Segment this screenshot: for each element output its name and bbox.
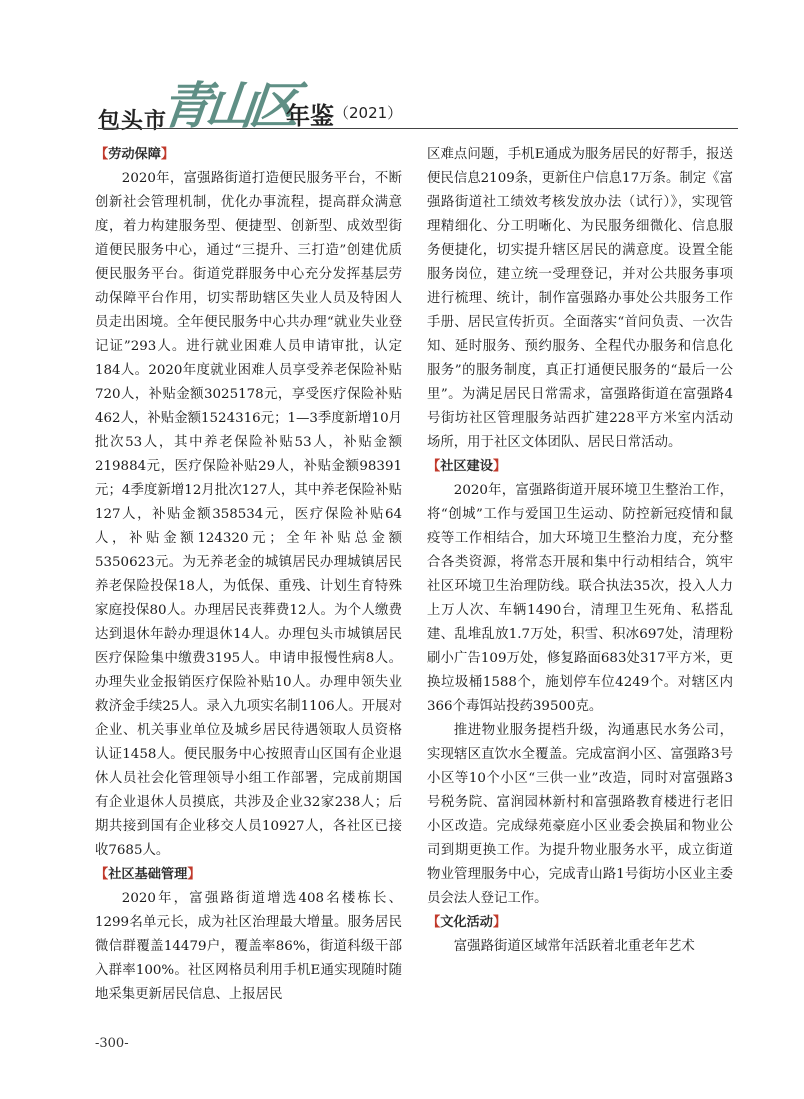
section-title-community-management: 【社区基础管理】	[95, 867, 201, 882]
continued-paragraph: 区难点问题，手机E通成为服务居民的好帮手，报送便民信息2109条，更新住户信息17万条。制定《富强路街道社工绩效考核发放办法（试行）》，实现管理精细化、分工明晰化、为民服务细微化、信息服务便捷化，切实提升辖区居民的满意度。设置全能服务岗位，建立统一受理登记，并对公共服务事项进行梳理、统计，制作富强路办事处公共服务工作手册、居民宣传折页。全面落实“首问负责、一次告知、延时服务、预约服务、全程代办服务和信息化服务”的服务制度，真正打通便民服务的“最后一公里”。为满足居民日常需求，富强路街道在富强路4号街坊社区管理服务站西扩建228平方米室内活动场所，用于社区文体团队、居民日常活动。	[427, 147, 733, 450]
community-management-paragraph: 2020年，富强路街道增选408名楼栋长、1299名单元长，成为社区治理最大增量。服务居民微信群覆盖14479户，覆盖率86%，街道科级干部入群率100%。社区网格员利用手机E通实现随时随地采集更新居民信息、上报居民	[95, 891, 402, 1002]
culture-paragraph: 富强路街道区域常年活跃着北重老年艺术	[453, 939, 695, 954]
right-column	[427, 143, 733, 959]
labor-paragraph: 2020年，富强路街道打造便民服务平台，不断创新社会管理机制，优化办事流程，提高群众满意度，着力构建服务型、便捷型、创新型、成效型街道便民服务中心，通过“三提升、三打造”创建优质便民服务平台。街道党群服务中心充分发挥基层劳动保障平台作用，切实帮助辖区失业人员及特困人员走出困境。全年便民服务中心共办理“就业失业登记证”293人。进行就业困难人员申请审批，认定184人。2020年度就业困难人员享受养老保险补贴720人，补贴金额3025178元，享受医疗保险补贴462人，补贴金额1524316元；1—3季度新增10月批次53人，其中养老保险补贴53人，补贴金额219884元，医疗保险补贴29人，补贴金额98391元；4季度新增12月批次127人，其中养老保险补贴127人，补贴金额358534元，医疗保险补贴64人，补贴金额124320元；全年补贴总金额5350623元。为无养老金的城镇居民办理城镇居民养老保险投保18人，为低保、重残、计划生育特殊家庭投保80人。办理居民丧葬费12人。为个人缴费达到退休年龄办理退休14人。办理包头市城镇居民医疗保险集中缴费3195人。申请申报慢性病8人。办理失业金报销医疗保险补贴10人。办理申领失业救济金手续25人。录入九项实名制1106人。开展对企业、机关事业单位及城乡居民待遇领取人员资格认证1458人。便民服务中心按照青山区国有企业退休人员社会化管理领导小组工作部署，完成前期国有企业退休人员摸底，共涉及企业32家238人；后期共接到国有企业移交人员10927人，各社区已接收7685人。	[95, 171, 402, 858]
section-title-labor: 【劳动保障】	[95, 147, 175, 162]
section-title-community-building: 【社区建设】	[427, 459, 507, 474]
header-city: 包头市	[98, 109, 168, 134]
header-yearbook: 年鉴	[286, 102, 334, 130]
section-title-culture: 【文化活动】	[427, 915, 507, 930]
header-edition: （2021）	[334, 104, 403, 122]
header-district-logo: 青山区	[158, 76, 297, 135]
community-building-paragraph-2: 推进物业服务提档升级，沟通惠民水务公司，实现辖区直饮水全覆盖。完成富润小区、富强路3号小区等10个小区“三供一业”改造，同时对富强路3号税务院、富润园林新村和富强路教育楼进行老旧小区改造。完成绿苑豪庭小区业委会换届和物业公司到期更换工作。为提升物业服务水平，成立街道物业管理服务中心，完成青山路1号街坊小区业主委员会法人登记工作。	[427, 723, 733, 906]
header-rule	[98, 128, 738, 129]
community-building-paragraph-1: 2020年，富强路街道开展环境卫生整治工作，将“创城”工作与爱国卫生运动、防控新冠疫情和鼠疫等工作相结合，加大环境卫生整治力度，充分整合各类资源，将常态开展和集中行动相结合，筑牢社区环境卫生治理防线。联合执法35次，投入人力上万人次、车辆1490台，清理卫生死角、私搭乱建、乱堆乱放1.7万处，积雪、积冰697处，清理粉刷小广告109万处，修复路面683处317平方米，更换垃圾桶1588个，施划停车位4249个。对辖区内366个毒饵站投药39500克。	[427, 483, 733, 714]
page-number: -300-	[95, 1036, 129, 1051]
page-header	[98, 66, 738, 136]
left-column	[95, 143, 402, 1007]
